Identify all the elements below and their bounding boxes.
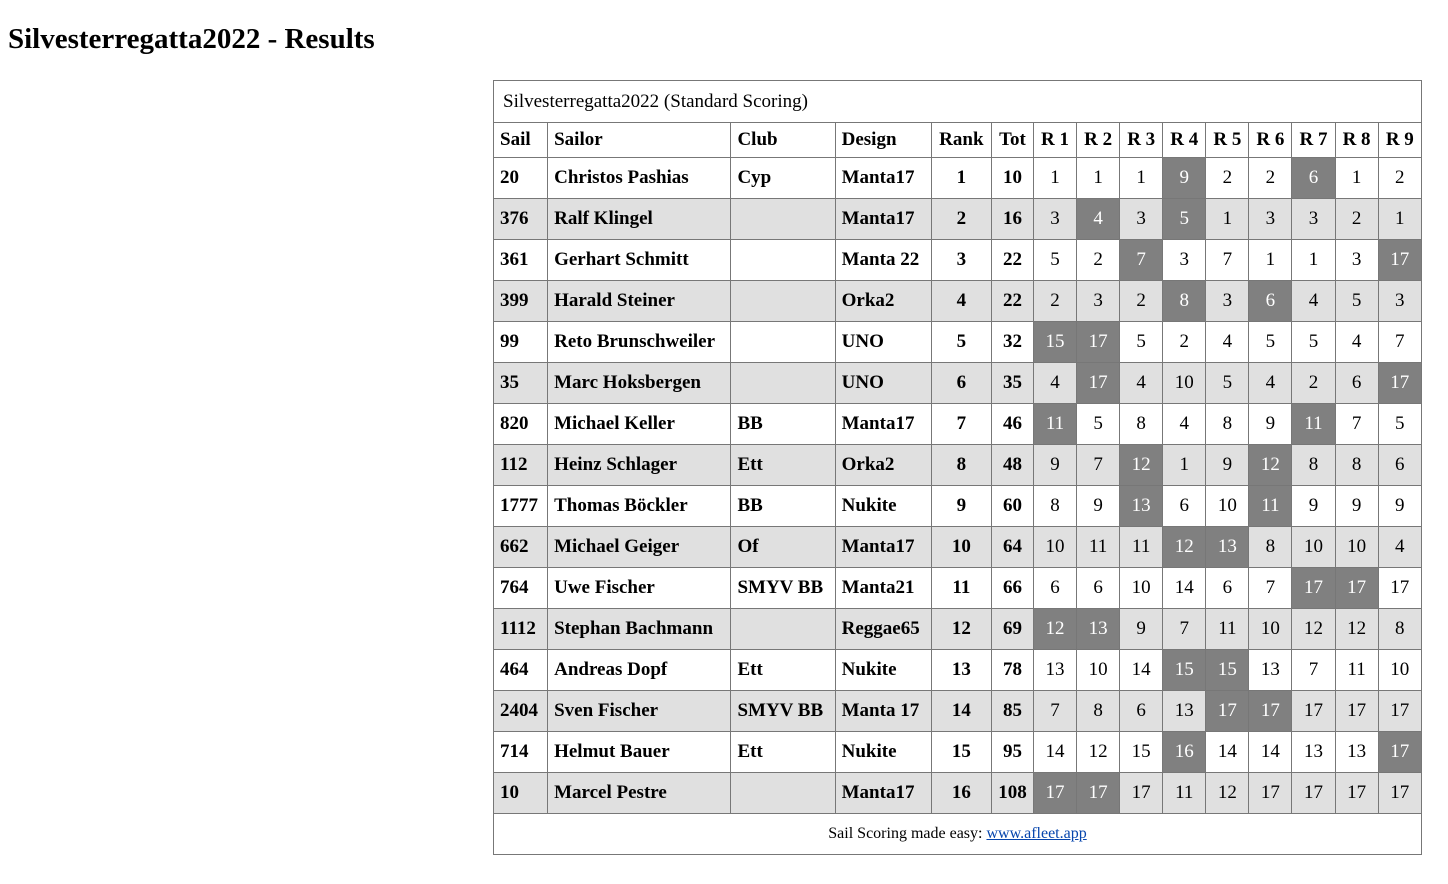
race-score-cell: 3 (1249, 199, 1292, 240)
race-score-cell: 6 (1120, 691, 1163, 732)
race-score-cell: 8 (1292, 445, 1335, 486)
race-score-cell: 7 (1292, 650, 1335, 691)
race-score-cell: 5 (1120, 322, 1163, 363)
race-score-cell-dropped: 7 (1120, 240, 1163, 281)
sail-number-cell: 1112 (494, 609, 548, 650)
race-score-cell-dropped: 17 (1033, 773, 1076, 814)
race-score-cell: 3 (1163, 240, 1206, 281)
race-score-cell-dropped: 17 (1077, 363, 1120, 404)
club-cell: BB (731, 404, 835, 445)
sailor-name-cell: Reto Brunschweiler (548, 322, 731, 363)
sailor-name-cell: Harald Steiner (548, 281, 731, 322)
race-score-cell: 7 (1378, 322, 1421, 363)
total-cell: 10 (991, 158, 1033, 199)
race-score-cell: 8 (1249, 527, 1292, 568)
race-score-cell: 10 (1077, 650, 1120, 691)
race-score-cell-dropped: 15 (1033, 322, 1076, 363)
total-cell: 64 (991, 527, 1033, 568)
rank-cell: 8 (931, 445, 991, 486)
column-header-r8: R 8 (1335, 123, 1378, 158)
race-score-cell-dropped: 11 (1033, 404, 1076, 445)
table-row (494, 240, 1422, 281)
race-score-cell-dropped: 13 (1120, 486, 1163, 527)
design-cell: Manta17 (835, 199, 931, 240)
table-caption-row (494, 81, 1422, 123)
race-score-cell-dropped: 17 (1378, 732, 1421, 773)
total-cell: 32 (991, 322, 1033, 363)
race-score-cell: 6 (1378, 445, 1421, 486)
race-score-cell: 9 (1033, 445, 1076, 486)
race-score-cell: 10 (1033, 527, 1076, 568)
afleet-link[interactable]: www.afleet.app (986, 825, 1087, 842)
club-cell: SMYV BB (731, 691, 835, 732)
sail-number-cell: 10 (494, 773, 548, 814)
race-score-cell: 1 (1206, 199, 1249, 240)
race-score-cell: 7 (1206, 240, 1249, 281)
club-cell (731, 199, 835, 240)
rank-cell: 3 (931, 240, 991, 281)
race-score-cell: 14 (1206, 732, 1249, 773)
race-score-cell: 9 (1120, 609, 1163, 650)
column-header-r7: R 7 (1292, 123, 1335, 158)
race-score-cell: 17 (1335, 691, 1378, 732)
race-score-cell: 9 (1206, 445, 1249, 486)
race-score-cell: 5 (1077, 404, 1120, 445)
race-score-cell: 9 (1249, 404, 1292, 445)
race-score-cell: 10 (1249, 609, 1292, 650)
sailor-name-cell: Thomas Böckler (548, 486, 731, 527)
race-score-cell-dropped: 6 (1292, 158, 1335, 199)
sailor-name-cell: Stephan Bachmann (548, 609, 731, 650)
race-score-cell: 1 (1077, 158, 1120, 199)
table-row (494, 281, 1422, 322)
race-score-cell: 1 (1033, 158, 1076, 199)
design-cell: Reggae65 (835, 609, 931, 650)
sailor-name-cell: Uwe Fischer (548, 568, 731, 609)
column-header-r6: R 6 (1249, 123, 1292, 158)
race-score-cell: 8 (1120, 404, 1163, 445)
club-cell: BB (731, 486, 835, 527)
race-score-cell: 8 (1335, 445, 1378, 486)
total-cell: 78 (991, 650, 1033, 691)
race-score-cell-dropped: 4 (1077, 199, 1120, 240)
club-cell: Ett (731, 732, 835, 773)
race-score-cell: 5 (1378, 404, 1421, 445)
design-cell: Manta21 (835, 568, 931, 609)
column-header-r4: R 4 (1163, 123, 1206, 158)
club-cell (731, 609, 835, 650)
race-score-cell: 11 (1163, 773, 1206, 814)
race-score-cell: 3 (1120, 199, 1163, 240)
race-score-cell: 8 (1033, 486, 1076, 527)
sail-number-cell: 1777 (494, 486, 548, 527)
race-score-cell: 17 (1335, 773, 1378, 814)
race-score-cell: 3 (1206, 281, 1249, 322)
sailor-name-cell: Helmut Bauer (548, 732, 731, 773)
race-score-cell: 6 (1077, 568, 1120, 609)
race-score-cell: 15 (1120, 732, 1163, 773)
sail-number-cell: 361 (494, 240, 548, 281)
race-score-cell-dropped: 17 (1378, 363, 1421, 404)
total-cell: 22 (991, 240, 1033, 281)
column-header-r3: R 3 (1120, 123, 1163, 158)
rank-cell: 11 (931, 568, 991, 609)
race-score-cell: 10 (1163, 363, 1206, 404)
race-score-cell: 1 (1163, 445, 1206, 486)
rank-cell: 15 (931, 732, 991, 773)
race-score-cell-dropped: 6 (1249, 281, 1292, 322)
sailor-name-cell: Andreas Dopf (548, 650, 731, 691)
column-header-rank: Rank (931, 123, 991, 158)
race-score-cell: 11 (1120, 527, 1163, 568)
race-score-cell: 2 (1077, 240, 1120, 281)
race-score-cell: 2 (1292, 363, 1335, 404)
race-score-cell: 13 (1033, 650, 1076, 691)
column-header-r1: R 1 (1033, 123, 1076, 158)
race-score-cell: 9 (1077, 486, 1120, 527)
race-score-cell: 11 (1077, 527, 1120, 568)
sail-number-cell: 662 (494, 527, 548, 568)
race-score-cell-dropped: 8 (1163, 281, 1206, 322)
race-score-cell-dropped: 17 (1378, 240, 1421, 281)
sail-number-cell: 764 (494, 568, 548, 609)
race-score-cell: 6 (1163, 486, 1206, 527)
sailor-name-cell: Marcel Pestre (548, 773, 731, 814)
table-row (494, 568, 1422, 609)
table-header-row (494, 123, 1422, 158)
race-score-cell: 14 (1249, 732, 1292, 773)
race-score-cell: 7 (1335, 404, 1378, 445)
club-cell: SMYV BB (731, 568, 835, 609)
club-cell: Cyp (731, 158, 835, 199)
column-header-sailor: Sailor (548, 123, 731, 158)
sail-number-cell: 20 (494, 158, 548, 199)
sail-number-cell: 820 (494, 404, 548, 445)
page-title: Silvesterregatta2022 - Results (8, 23, 375, 55)
table-row (494, 404, 1422, 445)
race-score-cell: 10 (1206, 486, 1249, 527)
race-score-cell: 7 (1033, 691, 1076, 732)
race-score-cell: 1 (1120, 158, 1163, 199)
race-score-cell: 1 (1378, 199, 1421, 240)
table-row (494, 609, 1422, 650)
race-score-cell: 2 (1378, 158, 1421, 199)
total-cell: 35 (991, 363, 1033, 404)
race-score-cell: 6 (1335, 363, 1378, 404)
race-score-cell-dropped: 17 (1077, 322, 1120, 363)
race-score-cell-dropped: 11 (1292, 404, 1335, 445)
table-row (494, 363, 1422, 404)
race-score-cell: 5 (1206, 363, 1249, 404)
rank-cell: 5 (931, 322, 991, 363)
race-score-cell: 7 (1163, 609, 1206, 650)
race-score-cell: 4 (1033, 363, 1076, 404)
race-score-cell: 2 (1163, 322, 1206, 363)
rank-cell: 9 (931, 486, 991, 527)
design-cell: Manta17 (835, 527, 931, 568)
sail-number-cell: 112 (494, 445, 548, 486)
design-cell: Nukite (835, 732, 931, 773)
total-cell: 85 (991, 691, 1033, 732)
race-score-cell: 3 (1335, 240, 1378, 281)
race-score-cell: 2 (1249, 158, 1292, 199)
race-score-cell: 6 (1033, 568, 1076, 609)
table-row (494, 527, 1422, 568)
race-score-cell: 1 (1292, 240, 1335, 281)
sail-number-cell: 714 (494, 732, 548, 773)
total-cell: 60 (991, 486, 1033, 527)
race-score-cell: 4 (1378, 527, 1421, 568)
race-score-cell: 17 (1120, 773, 1163, 814)
race-score-cell: 10 (1335, 527, 1378, 568)
sailor-name-cell: Gerhart Schmitt (548, 240, 731, 281)
race-score-cell: 10 (1378, 650, 1421, 691)
sail-number-cell: 399 (494, 281, 548, 322)
race-score-cell: 4 (1206, 322, 1249, 363)
table-footer-row (494, 814, 1422, 855)
race-score-cell: 6 (1206, 568, 1249, 609)
race-score-cell: 3 (1292, 199, 1335, 240)
race-score-cell: 13 (1249, 650, 1292, 691)
design-cell: Manta 17 (835, 691, 931, 732)
race-score-cell: 13 (1335, 732, 1378, 773)
table-row (494, 773, 1422, 814)
race-score-cell: 4 (1292, 281, 1335, 322)
total-cell: 22 (991, 281, 1033, 322)
table-row (494, 322, 1422, 363)
total-cell: 48 (991, 445, 1033, 486)
race-score-cell: 17 (1249, 773, 1292, 814)
race-score-cell: 4 (1163, 404, 1206, 445)
race-score-cell-dropped: 13 (1206, 527, 1249, 568)
sailor-name-cell: Ralf Klingel (548, 199, 731, 240)
rank-cell: 6 (931, 363, 991, 404)
race-score-cell: 3 (1378, 281, 1421, 322)
race-score-cell: 12 (1292, 609, 1335, 650)
sail-number-cell: 376 (494, 199, 548, 240)
race-score-cell: 9 (1335, 486, 1378, 527)
race-score-cell-dropped: 17 (1335, 568, 1378, 609)
design-cell: Manta17 (835, 158, 931, 199)
race-score-cell: 5 (1033, 240, 1076, 281)
race-score-cell: 4 (1335, 322, 1378, 363)
race-score-cell: 12 (1206, 773, 1249, 814)
race-score-cell-dropped: 12 (1033, 609, 1076, 650)
race-score-cell: 9 (1292, 486, 1335, 527)
footer-cell (494, 814, 1422, 855)
race-score-cell: 5 (1335, 281, 1378, 322)
table-row (494, 691, 1422, 732)
rank-cell: 4 (931, 281, 991, 322)
table-row (494, 486, 1422, 527)
column-header-club: Club (731, 123, 835, 158)
design-cell: UNO (835, 363, 931, 404)
race-score-cell: 8 (1077, 691, 1120, 732)
design-cell: Orka2 (835, 445, 931, 486)
design-cell: Nukite (835, 486, 931, 527)
design-cell: Orka2 (835, 281, 931, 322)
sailor-name-cell: Marc Hoksbergen (548, 363, 731, 404)
design-cell: Manta 22 (835, 240, 931, 281)
race-score-cell-dropped: 16 (1163, 732, 1206, 773)
race-score-cell: 5 (1292, 322, 1335, 363)
column-header-sail: Sail (494, 123, 548, 158)
race-score-cell-dropped: 17 (1292, 568, 1335, 609)
table-row (494, 650, 1422, 691)
sailor-name-cell: Heinz Schlager (548, 445, 731, 486)
table-row (494, 158, 1422, 199)
club-cell (731, 363, 835, 404)
race-score-cell: 17 (1378, 568, 1421, 609)
design-cell: UNO (835, 322, 931, 363)
column-header-design: Design (835, 123, 931, 158)
race-score-cell: 17 (1292, 691, 1335, 732)
rank-cell: 7 (931, 404, 991, 445)
rank-cell: 10 (931, 527, 991, 568)
race-score-cell: 12 (1077, 732, 1120, 773)
rank-cell: 13 (931, 650, 991, 691)
club-cell (731, 240, 835, 281)
rank-cell: 16 (931, 773, 991, 814)
race-score-cell: 5 (1249, 322, 1292, 363)
race-score-cell: 2 (1033, 281, 1076, 322)
total-cell: 95 (991, 732, 1033, 773)
race-score-cell: 14 (1033, 732, 1076, 773)
race-score-cell: 9 (1378, 486, 1421, 527)
footer-text: Sail Scoring made easy: (828, 825, 987, 842)
table-row (494, 445, 1422, 486)
race-score-cell-dropped: 17 (1249, 691, 1292, 732)
results-table (493, 80, 1422, 855)
race-score-cell-dropped: 15 (1206, 650, 1249, 691)
sailor-name-cell: Sven Fischer (548, 691, 731, 732)
race-score-cell-dropped: 5 (1163, 199, 1206, 240)
sail-number-cell: 464 (494, 650, 548, 691)
club-cell: Ett (731, 650, 835, 691)
race-score-cell: 10 (1292, 527, 1335, 568)
sailor-name-cell: Michael Geiger (548, 527, 731, 568)
table-caption: Silvesterregatta2022 (Standard Scoring) (494, 81, 1422, 123)
race-score-cell: 7 (1249, 568, 1292, 609)
race-score-cell: 4 (1120, 363, 1163, 404)
race-score-cell: 10 (1120, 568, 1163, 609)
race-score-cell: 17 (1292, 773, 1335, 814)
race-score-cell: 1 (1335, 158, 1378, 199)
column-header-r9: R 9 (1378, 123, 1421, 158)
club-cell: Of (731, 527, 835, 568)
race-score-cell: 14 (1163, 568, 1206, 609)
sail-number-cell: 2404 (494, 691, 548, 732)
column-header-r5: R 5 (1206, 123, 1249, 158)
club-cell (731, 281, 835, 322)
race-score-cell: 2 (1335, 199, 1378, 240)
race-score-cell: 17 (1378, 773, 1421, 814)
table-row (494, 732, 1422, 773)
design-cell: Manta17 (835, 773, 931, 814)
sailor-name-cell: Michael Keller (548, 404, 731, 445)
race-score-cell: 3 (1077, 281, 1120, 322)
total-cell: 46 (991, 404, 1033, 445)
race-score-cell-dropped: 11 (1249, 486, 1292, 527)
total-cell: 108 (991, 773, 1033, 814)
race-score-cell-dropped: 12 (1120, 445, 1163, 486)
race-score-cell: 17 (1378, 691, 1421, 732)
rank-cell: 12 (931, 609, 991, 650)
design-cell: Manta17 (835, 404, 931, 445)
club-cell (731, 773, 835, 814)
race-score-cell: 13 (1163, 691, 1206, 732)
race-score-cell-dropped: 13 (1077, 609, 1120, 650)
race-score-cell: 12 (1335, 609, 1378, 650)
column-header-tot: Tot (991, 123, 1033, 158)
club-cell: Ett (731, 445, 835, 486)
race-score-cell: 11 (1206, 609, 1249, 650)
rank-cell: 14 (931, 691, 991, 732)
rank-cell: 1 (931, 158, 991, 199)
race-score-cell: 7 (1077, 445, 1120, 486)
race-score-cell-dropped: 12 (1249, 445, 1292, 486)
total-cell: 69 (991, 609, 1033, 650)
club-cell (731, 322, 835, 363)
race-score-cell: 3 (1033, 199, 1076, 240)
race-score-cell-dropped: 17 (1206, 691, 1249, 732)
race-score-cell-dropped: 12 (1163, 527, 1206, 568)
column-header-r2: R 2 (1077, 123, 1120, 158)
sail-number-cell: 35 (494, 363, 548, 404)
race-score-cell: 2 (1206, 158, 1249, 199)
race-score-cell: 8 (1378, 609, 1421, 650)
race-score-cell: 4 (1249, 363, 1292, 404)
rank-cell: 2 (931, 199, 991, 240)
race-score-cell-dropped: 9 (1163, 158, 1206, 199)
sail-number-cell: 99 (494, 322, 548, 363)
table-row (494, 199, 1422, 240)
race-score-cell: 1 (1249, 240, 1292, 281)
total-cell: 66 (991, 568, 1033, 609)
race-score-cell: 11 (1335, 650, 1378, 691)
race-score-cell: 14 (1120, 650, 1163, 691)
race-score-cell: 2 (1120, 281, 1163, 322)
race-score-cell-dropped: 17 (1077, 773, 1120, 814)
race-score-cell: 8 (1206, 404, 1249, 445)
race-score-cell-dropped: 15 (1163, 650, 1206, 691)
total-cell: 16 (991, 199, 1033, 240)
sailor-name-cell: Christos Pashias (548, 158, 731, 199)
race-score-cell: 13 (1292, 732, 1335, 773)
design-cell: Nukite (835, 650, 931, 691)
